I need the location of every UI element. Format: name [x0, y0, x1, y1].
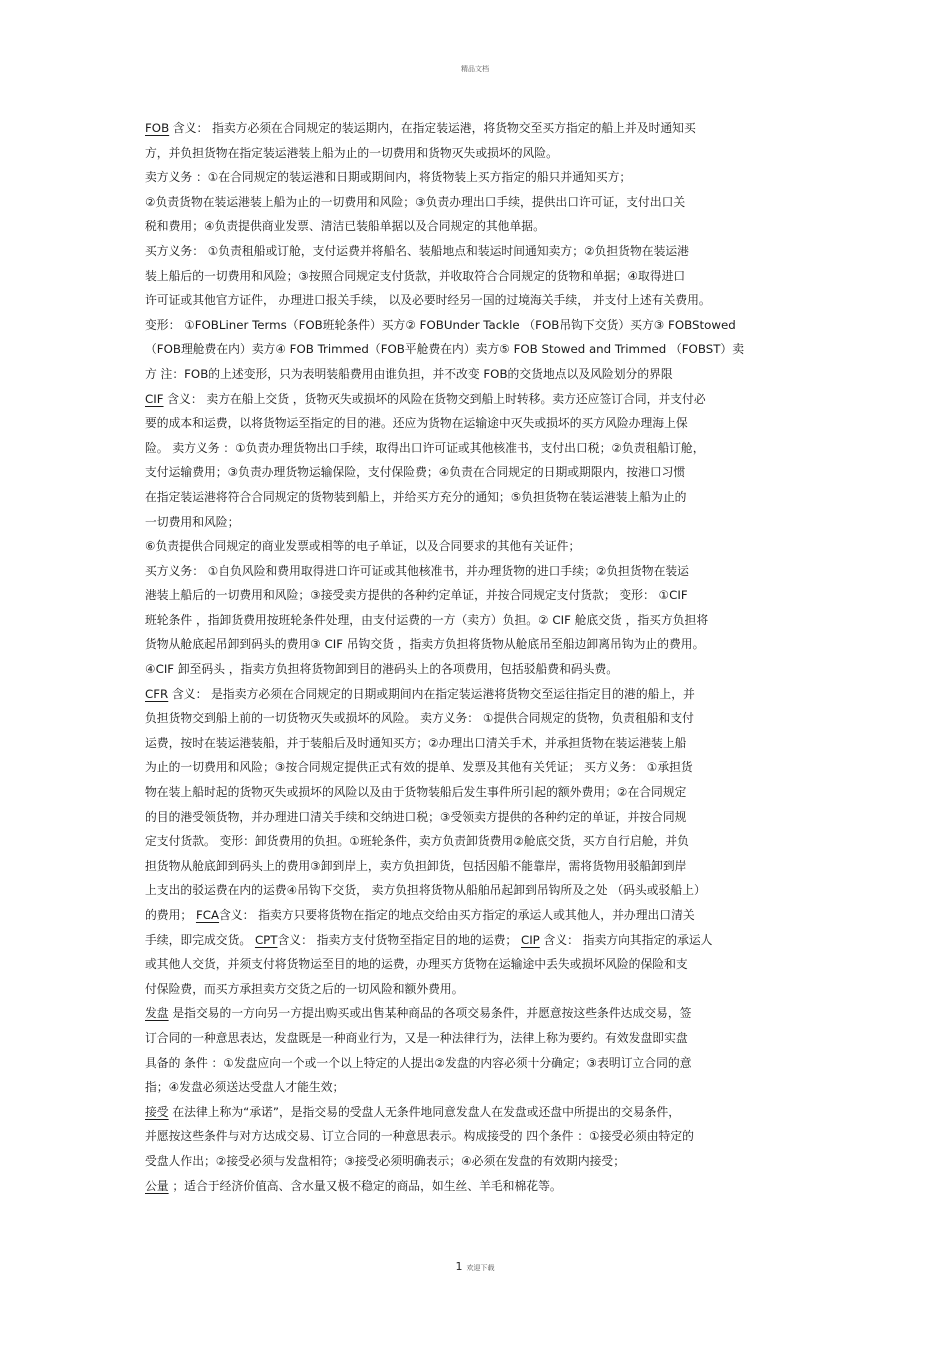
text-segment: 上支出的驳运费在内的运费④吊钩下交货， 卖方负担将货物从船舶吊起卸到吊钩所及之处 （码头或驳船上）: [145, 883, 706, 898]
text-line: [145, 485, 813, 510]
text-line: [145, 337, 813, 362]
text-line: [145, 1174, 813, 1199]
text-line: [145, 460, 813, 485]
text-segment: 货物从舱底起吊卸到码头的费用③ CIF 吊钩交货 ，指卖方负担将货物从舱底吊至船边卸离吊钩为止的费用。: [145, 637, 705, 652]
text-segment: 担货物从舱底卸到码头上的费用③卸到岸上，卖方负担卸货，包括因船不能靠岸，需将货物用驳船卸到岸: [145, 858, 687, 873]
text-segment: 装上船后的一切费用和风险；③按照合同规定支付货款，并收取符合合同规定的货物和单据；④取得进口: [145, 268, 686, 283]
text-line: [145, 1149, 813, 1174]
text-segment: 负担货物交到船上前的一切货物灭失或损坏的风险。 卖方义务： ①提供合同规定的货物，负责租船和支付: [145, 711, 694, 726]
text-segment: 的费用；: [145, 908, 196, 922]
text-segment: 方 注：FOB的上述变形，只为表明装船费用由谁负担，并不改变 FOB的交货地点以及风险划分的界限: [145, 366, 673, 381]
text-line: [145, 608, 813, 633]
text-segment: 订合同的一种意思表达，发盘既是一种商业行为，又是一种法律行为，法律上称为要约。有效发盘即实盘: [145, 1030, 688, 1045]
page-footer: [0, 1260, 950, 1273]
text-line: [145, 411, 813, 436]
text-segment: 方，并负担货物在指定装运港装上船为止的一切费用和货物灭失或损坏的风险。: [145, 145, 558, 160]
text-line: [145, 682, 813, 707]
text-line: [145, 903, 813, 928]
text-segment: 含义： 指卖方只要将货物在指定的地点交给由买方指定的承运人或其他人，并办理出口清关: [219, 908, 695, 922]
text-line: [145, 362, 813, 387]
text-line: [145, 510, 813, 535]
text-segment: 许可证或其他官方证件， 办理进口报关手续， 以及必要时经另一国的过境海关手续， 并支付上述有关费用。: [145, 293, 711, 308]
text-segment: 税和费用；④负责提供商业发票、清洁已装船单据以及合同规定的其他单据。: [145, 219, 545, 234]
text-line: [145, 165, 813, 190]
text-line: [145, 1100, 813, 1125]
text-segment: 含义： 指卖方向其指定的承运人: [539, 932, 713, 947]
text-line: [145, 977, 813, 1002]
text-line: [145, 436, 813, 461]
text-segment: 的目的港受领货物，并办理进口清关手续和交纳进口税；③受领卖方提供的各种约定的单证，并按合同规: [145, 809, 687, 824]
text-line: [145, 387, 813, 412]
term-heading: 发盘: [145, 1006, 169, 1021]
text-segment: 定支付货款。 变形：卸货费用的负担。①班轮条件，卖方负责卸货费用②舱底交货，买方自行启舱，并负: [145, 834, 689, 849]
term-heading: CIF: [145, 391, 164, 406]
document-body: [145, 116, 813, 1198]
text-line: [145, 559, 813, 584]
text-segment: （FOB理舱费在内）卖方④ FOB Trimmed（FOB平舱费在内）卖方⑤ FOB Stowed and Trimmed （FOBST）卖: [145, 342, 745, 357]
text-line: [145, 239, 813, 264]
text-segment: 要的成本和运费，以将货物运至指定的目的港。还应为货物在运输途中灭失或损坏的买方风险办理海上保: [145, 416, 688, 431]
text-line: [145, 706, 813, 731]
text-line: [145, 190, 813, 215]
text-segment: 指；④发盘必须送达受盘人才能生效；: [145, 1080, 345, 1095]
text-segment: ②负责货物在装运港装上船为止的一切费用和风险；③负责办理出口手续，提供出口许可证，支付出口关: [145, 194, 686, 209]
text-line: [145, 534, 813, 559]
text-line: [145, 313, 813, 338]
text-segment: 在法律上称为“承诺”，是指交易的受盘人无条件地同意发盘人在发盘或还盘中所提出的交易条件，: [168, 1104, 681, 1119]
text-line: [145, 829, 813, 854]
text-segment: 含义： 是指卖方必须在合同规定的日期或期间内在指定装运港将货物交至运往指定目的港的船上，并: [168, 686, 695, 701]
text-segment: 或其他人交货，并须支付将货物运至目的地的运费，办理买方货物在运输途中丢失或损坏风险的保险和支: [145, 957, 688, 972]
term-heading: 公量: [145, 1178, 169, 1193]
text-line: [145, 755, 813, 780]
text-segment: 含义： 指卖方支付货物至指定目的地的运费；: [277, 932, 521, 947]
text-line: [145, 288, 813, 313]
text-segment: 一切费用和风险；: [145, 514, 240, 529]
text-segment: 港装上船后的一切费用和风险；③接受卖方提供的各种约定单证，并按合同规定支付货款； 变形： ①CIF: [145, 588, 688, 603]
text-segment: 含义： 卖方在船上交货 ，货物灭失或损坏的风险在货物交到船上时转移。卖方还应签订合同，并支付必: [163, 391, 706, 406]
text-line: [145, 805, 813, 830]
text-line: [145, 214, 813, 239]
text-line: [145, 952, 813, 977]
text-segment: ⑥负责提供合同规定的商业发票或相等的电子单证，以及合同要求的其他有关证件；: [145, 539, 581, 554]
text-segment: 受盘人作出；②接受必须与发盘相符；③接受必须明确表示；④必须在发盘的有效期内接受；: [145, 1153, 626, 1168]
text-segment: 变形： ①FOBLiner Terms（FOB班轮条件）买方② FOBUnder Tackle （FOB吊钩下交货）买方③ FOBStowed: [145, 317, 736, 332]
text-segment: ；适合于经济价值高、含水量又极不稳定的商品，如生丝、羊毛和棉花等。: [168, 1178, 562, 1193]
text-segment: 在指定装运港将符合合同规定的货物装到船上，并给买方充分的通知；⑤负担货物在装运港装上船为止的: [145, 489, 687, 504]
text-segment: 卖方义务 ：①在合同规定的装运港和日期或期间内，将货物装上买方指定的船只并通知买方；: [145, 170, 632, 185]
text-line: [145, 264, 813, 289]
text-line: [145, 1075, 813, 1100]
text-segment: 支付运输费用；③负责办理货物运输保险，支付保险费；④负责在合同规定的日期或期限内，按港口习惯: [145, 465, 686, 480]
text-segment: 班轮条件 ，指卸货费用按班轮条件处理，由支付运费的一方（卖方）负担。② CIF 舱底交货 ，指买方负担将: [145, 612, 709, 627]
text-line: [145, 1051, 813, 1076]
text-line: [145, 1124, 813, 1149]
text-line: [145, 854, 813, 879]
text-segment: 物在装上船时起的货物灭失或损坏的风险以及由于货物装船后发生事件所引起的额外费用；②在合同规定: [145, 785, 687, 800]
footer-label: 欢迎下载: [466, 1264, 495, 1272]
text-segment: 险。 卖方义务 ：①负责办理货物出口手续，取得出口许可证或其他核准书，支付出口税；②负责租船订舱，: [145, 440, 705, 455]
text-segment: 运费，按时在装运港装船，并于装船后及时通知买方；②办理出口清关手术，并承担货物在装运港装上船: [145, 735, 687, 750]
text-segment: ④CIF 卸至码头 ，指卖方负担将货物卸到目的港码头上的各项费用，包括驳船费和码头费。: [145, 662, 619, 677]
page-header: 精品文档: [461, 65, 489, 73]
text-line: [145, 731, 813, 756]
text-segment: 具备的 条件 ：①发盘应向一个或一个以上特定的人提出②发盘的内容必须十分确定；③表明订立合同的意: [145, 1055, 692, 1070]
text-segment: 为止的一切费用和风险；③按合同规定提供正式有效的提单、发票及其他有关凭证； 买方义务： ①承担货: [145, 760, 693, 775]
text-line: [145, 632, 813, 657]
text-line: [145, 583, 813, 608]
text-line: [145, 141, 813, 166]
text-line: [145, 928, 813, 953]
term-heading: 接受: [145, 1104, 169, 1119]
text-segment: 付保险费，而买方承担卖方交货之后的一切风险和额外费用。: [145, 981, 464, 996]
term-heading: FOB: [145, 121, 170, 135]
text-line: [145, 116, 813, 141]
term-heading: CIP: [520, 932, 540, 947]
page-number: 1: [455, 1260, 463, 1273]
text-line: [145, 1026, 813, 1051]
text-line: [145, 657, 813, 682]
term-heading: FCA: [195, 908, 220, 922]
text-line: [145, 1001, 813, 1026]
text-segment: 是指交易的一方向另一方提出购买或出售某种商品的各项交易条件，并愿意按这些条件达成交易，签: [168, 1006, 692, 1021]
term-heading: CPT: [254, 932, 278, 947]
text-segment: 含义： 指卖方必须在合同规定的装运期内，在指定装运港，将货物交至买方指定的船上并及时通知买: [169, 121, 696, 135]
text-segment: 买方义务： ①负责租船或订舱，支付运费并将船名、装船地点和装运时间通知卖方；②负担货物在装运港: [145, 243, 689, 258]
text-segment: 买方义务： ①自负风险和费用取得进口许可证或其他核准书，并办理货物的进口手续；②负担货物在装运: [145, 563, 689, 578]
term-heading: CFR: [145, 686, 169, 701]
text-segment: 并愿按这些条件与对方达成交易、订立合同的一种意思表示。构成接受的 四个条件 ：①接受必须由特定的: [145, 1129, 694, 1144]
text-line: [145, 780, 813, 805]
text-segment: 手续，即完成交货。: [145, 932, 255, 947]
text-line: [145, 878, 813, 903]
